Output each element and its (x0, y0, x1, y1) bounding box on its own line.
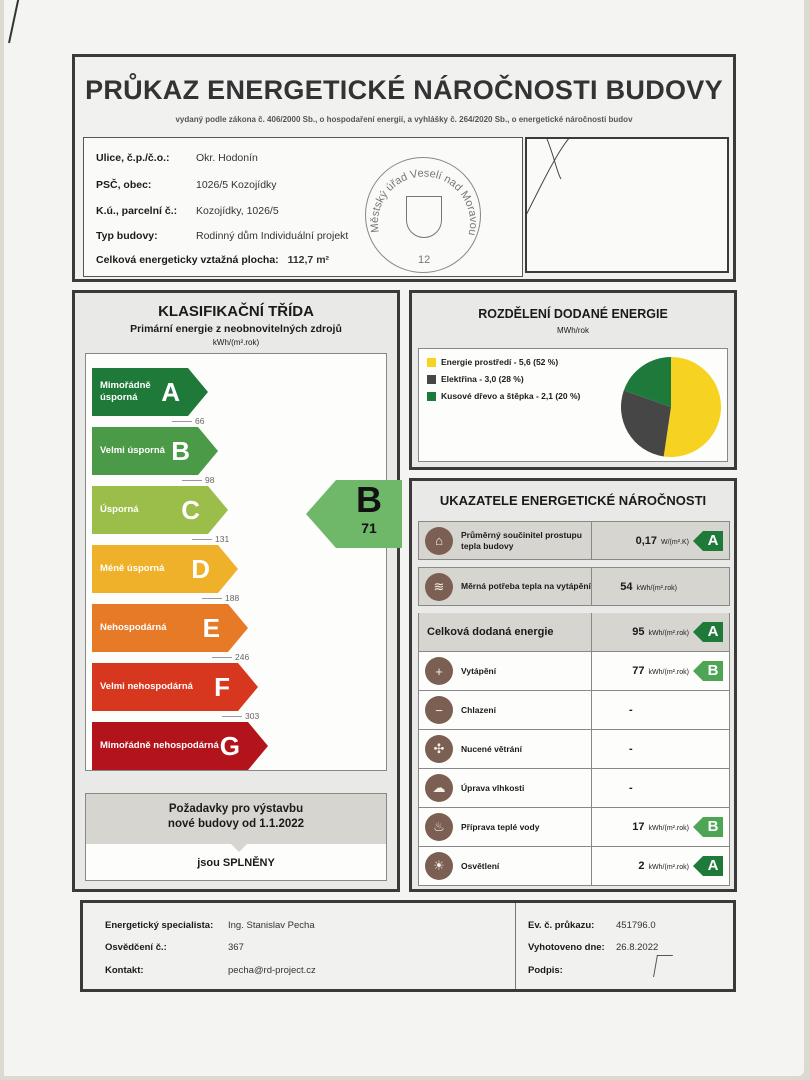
indicator-label: Chlazení (461, 704, 496, 715)
indicator-divider (591, 613, 592, 651)
classification-subtitle: Primární energie z neobnovitelných zdrojů (130, 323, 342, 335)
grade-letter: B (703, 817, 723, 837)
indicator-unit: kWh/(m².rok) (648, 825, 689, 832)
indicator-number: - (629, 782, 633, 794)
type-label: Typ budovy: (96, 230, 158, 242)
distribution-chart (418, 348, 728, 462)
certificate-label: Osvědčení č.: (105, 942, 167, 953)
class-band-name: Mimořádně úsporná (100, 380, 151, 403)
contact-label: Kontakt: (105, 965, 144, 976)
class-band-body (92, 722, 248, 770)
area-row (96, 254, 329, 266)
legend-label: Kusové dřevo a štěpka - 2,1 (20 %) (441, 391, 581, 401)
indicator-divider (591, 808, 592, 846)
class-band-name: Velmi nehospodárná (100, 681, 193, 692)
signature-mark (653, 955, 673, 977)
document-title: PRŮKAZ ENERGETICKÉ NÁROČNOSTI BUDOVY (85, 75, 723, 105)
ev-number-label: Ev. č. průkazu: (528, 920, 595, 931)
footer-section (80, 900, 736, 992)
grade-badge-tip (693, 817, 703, 837)
indicators-section (409, 478, 737, 892)
indicator-divider (591, 730, 592, 768)
result-body (336, 480, 402, 548)
indicator-value (632, 626, 689, 638)
footer-divider (515, 903, 516, 989)
building-photo-placeholder (525, 137, 729, 273)
grade-badge (693, 622, 723, 642)
class-band-d (92, 545, 238, 593)
class-band-arrow-tip (198, 427, 218, 475)
ku-row (96, 205, 279, 217)
cooling-thermometer-icon: − (425, 696, 453, 724)
legend-item (427, 374, 524, 384)
heat-demand-icon: ≋ (425, 573, 453, 601)
indicator-unit: kWh/(m².rok) (636, 584, 677, 592)
class-band-body (92, 368, 188, 416)
indicator-divider (591, 652, 592, 690)
indicator-row (418, 730, 730, 769)
date-row (528, 942, 659, 953)
street-row (96, 152, 258, 164)
grade-badge (693, 856, 723, 876)
grade-badge-tip (693, 622, 703, 642)
pie-chart (619, 355, 723, 459)
class-band-f (92, 663, 258, 711)
indicator-label: Celková dodaná energie (427, 625, 554, 638)
classification-section (72, 290, 400, 892)
paper-sheet (4, 0, 804, 1076)
grade-badge-tip (693, 661, 703, 681)
date-value: 26.8.2022 (616, 942, 659, 953)
legend-item (427, 391, 580, 401)
coat-of-arms-icon (406, 196, 442, 238)
classification-title: KLASIFIKAČNÍ TŘÍDA (158, 303, 314, 320)
indicator-row (418, 847, 730, 886)
indicator-row (418, 567, 730, 606)
class-band-letter: F (214, 671, 230, 702)
indicator-label: Osvětlení (461, 860, 500, 871)
result-arrow-tip (306, 480, 336, 548)
specialist-label: Energetický specialista: (105, 920, 214, 931)
class-band-body (92, 427, 198, 475)
pen-mark (8, 0, 20, 43)
psc-label: PSČ, obec: (96, 179, 152, 191)
class-band-c (92, 486, 228, 534)
class-limit-label: 303 (222, 711, 259, 721)
house-icon: ⌂ (425, 527, 453, 555)
grade-badge (693, 661, 723, 681)
indicator-number: - (629, 743, 633, 755)
water-tap-icon: ♨ (425, 813, 453, 841)
indicator-value (629, 743, 633, 755)
requirements-line-1: Požadavky pro výstavbu (168, 803, 304, 815)
class-limit-label: 66 (172, 416, 204, 426)
class-band-arrow-tip (218, 545, 238, 593)
indicator-row (418, 613, 730, 652)
indicators-table (418, 521, 730, 886)
ku-value: Kozojídky, 1026/5 (196, 205, 279, 217)
pie-slice-0 (664, 357, 721, 457)
certificate-row (105, 942, 244, 953)
document-subtitle: vydaný podle zákona č. 406/2000 Sb., o hospodaření energií, a vyhlášky č. 264/2020 Sb., o energetické náročnosti budov (175, 115, 633, 124)
grade-letter: A (703, 856, 723, 876)
class-band-letter: B (171, 435, 190, 466)
indicator-row (418, 691, 730, 730)
grade-letter: A (703, 531, 723, 551)
legend-label: Elektřina - 3,0 (28 %) (441, 374, 524, 384)
street-value: Okr. Hodonín (196, 152, 258, 164)
requirements-line-2: nové budovy od 1.1.2022 (167, 818, 305, 830)
classification-unit: kWh/(m².rok) (212, 338, 260, 347)
humidity-icon: ☁ (425, 774, 453, 802)
result-value: 71 (361, 520, 377, 536)
indicator-label: Nucené větrání (461, 743, 522, 754)
class-band-name: Úsporná (100, 504, 139, 515)
header-section (72, 54, 736, 282)
specialist-value: Ing. Stanislav Pecha (228, 920, 315, 931)
stamp-number: 12 (418, 254, 431, 266)
psc-row (96, 179, 277, 191)
indicator-value (636, 535, 689, 547)
indicator-label: Příprava teplé vody (461, 821, 540, 832)
indicator-divider (591, 847, 592, 885)
indicator-value (632, 665, 689, 677)
ev-number-row (528, 920, 656, 931)
indicator-number: 17 (632, 821, 645, 833)
indicator-row (418, 769, 730, 808)
indicator-row (418, 521, 730, 560)
indicator-divider (591, 522, 592, 559)
date-label: Vyhotoveno dne: (528, 942, 605, 953)
fan-icon: ✣ (425, 735, 453, 763)
indicator-unit: kWh/(m².rok) (648, 669, 689, 676)
legend-swatch (427, 358, 436, 367)
class-band-letter: A (161, 376, 180, 407)
indicator-number: 0,17 (635, 534, 657, 547)
grade-badge-tip (693, 856, 703, 876)
class-band-b (92, 427, 218, 475)
class-limit-label: 188 (202, 593, 239, 603)
grade-letter: A (703, 622, 723, 642)
requirements-heading (86, 794, 386, 844)
contact-value: pecha@rd-project.cz (228, 965, 316, 976)
official-stamp (365, 157, 481, 273)
legend-swatch (427, 375, 436, 384)
signature-label: Podpis: (528, 965, 563, 976)
indicator-divider (591, 769, 592, 807)
indicator-value (629, 782, 633, 794)
grade-badge-tip (693, 531, 703, 551)
ku-label: K.ú., parcelní č.: (96, 205, 178, 217)
indicator-label: Vytápění (461, 665, 497, 676)
light-bulb-icon: ☀ (425, 852, 453, 880)
class-band-a (92, 368, 208, 416)
type-value: Rodinný dům Individuální projekt (196, 230, 349, 242)
certificate-value: 367 (228, 942, 244, 953)
class-band-arrow-tip (208, 486, 228, 534)
distribution-title: ROZDĚLENÍ DODANÉ ENERGIE (478, 307, 668, 321)
indicator-number: 2 (638, 860, 645, 872)
class-band-name: Mimořádně nehospodárná (100, 740, 219, 751)
result-letter: B (356, 479, 382, 520)
class-band-letter: G (219, 730, 240, 761)
grade-letter: B (703, 661, 723, 681)
indicator-number: 77 (632, 665, 645, 677)
class-band-arrow-tip (248, 722, 268, 770)
indicator-divider (591, 568, 592, 605)
class-band-g (92, 722, 268, 770)
ev-number-value: 451796.0 (616, 920, 656, 931)
contact-row (105, 965, 316, 976)
legend-swatch (427, 392, 436, 401)
indicator-value (620, 581, 677, 593)
energy-scale (85, 353, 387, 771)
stamp-text: Městský úřad Veselí nad Moravou (368, 167, 480, 237)
class-band-name: Méně úsporná (100, 563, 165, 574)
indicator-label: Průměrný součinitel prostupu tepla budovy (461, 529, 582, 551)
grade-badge (693, 531, 723, 551)
indicator-label: Úprava vlhkosti (461, 782, 525, 793)
class-band-e (92, 604, 248, 652)
class-band-body (92, 545, 218, 593)
indicators-title: UKAZATELE ENERGETICKÉ NÁROČNOSTI (439, 493, 707, 508)
energy-distribution-section (409, 290, 737, 470)
legend-label: Energie prostředí - 5,6 (52 %) (441, 357, 559, 367)
indicator-unit: W/(m².K) (661, 538, 689, 546)
distribution-unit: MWh/rok (557, 326, 589, 335)
class-band-arrow-tip (188, 368, 208, 416)
class-band-name: Nehospodárná (100, 622, 167, 633)
indicator-row (418, 652, 730, 691)
heating-thermometer-icon: + (425, 657, 453, 685)
indicator-value (638, 860, 689, 872)
indicator-value (632, 821, 689, 833)
class-band-body (92, 604, 228, 652)
requirements-box (85, 793, 387, 881)
class-band-arrow-tip (228, 604, 248, 652)
legend-item (427, 357, 558, 367)
indicator-label: Měrná potřeba tepla na vytápění (461, 581, 591, 591)
psc-value: 1026/5 Kozojídky (196, 179, 277, 191)
grade-badge (693, 817, 723, 837)
result-class-badge (306, 480, 402, 548)
area-label: Celková energeticky vztažná plocha: (96, 254, 279, 266)
class-band-name: Velmi úsporná (100, 445, 165, 456)
signature-stroke (527, 139, 727, 271)
indicator-unit: kWh/(m².rok) (648, 630, 689, 637)
indicator-number: - (629, 704, 633, 716)
class-limit-label: 246 (212, 652, 249, 662)
class-band-letter: C (181, 494, 200, 525)
indicator-row (418, 808, 730, 847)
indicator-number: 54 (620, 580, 633, 593)
class-limit-label: 98 (182, 475, 214, 485)
class-limit-label: 131 (192, 534, 229, 544)
indicator-value (629, 704, 633, 716)
class-band-body (92, 486, 208, 534)
class-band-letter: E (202, 612, 220, 643)
type-row (96, 230, 349, 242)
specialist-row (105, 920, 315, 931)
class-band-body (92, 663, 238, 711)
indicator-number: 95 (632, 626, 645, 638)
indicator-divider (591, 691, 592, 729)
class-band-arrow-tip (238, 663, 258, 711)
requirements-result: jsou SPLNĚNY (197, 857, 275, 869)
signature-row (528, 965, 563, 976)
area-value: 112,7 m² (287, 254, 330, 266)
indicator-unit: kWh/(m².rok) (648, 864, 689, 871)
class-band-letter: D (191, 553, 210, 584)
street-label: Ulice, č.p./č.o.: (96, 152, 170, 164)
